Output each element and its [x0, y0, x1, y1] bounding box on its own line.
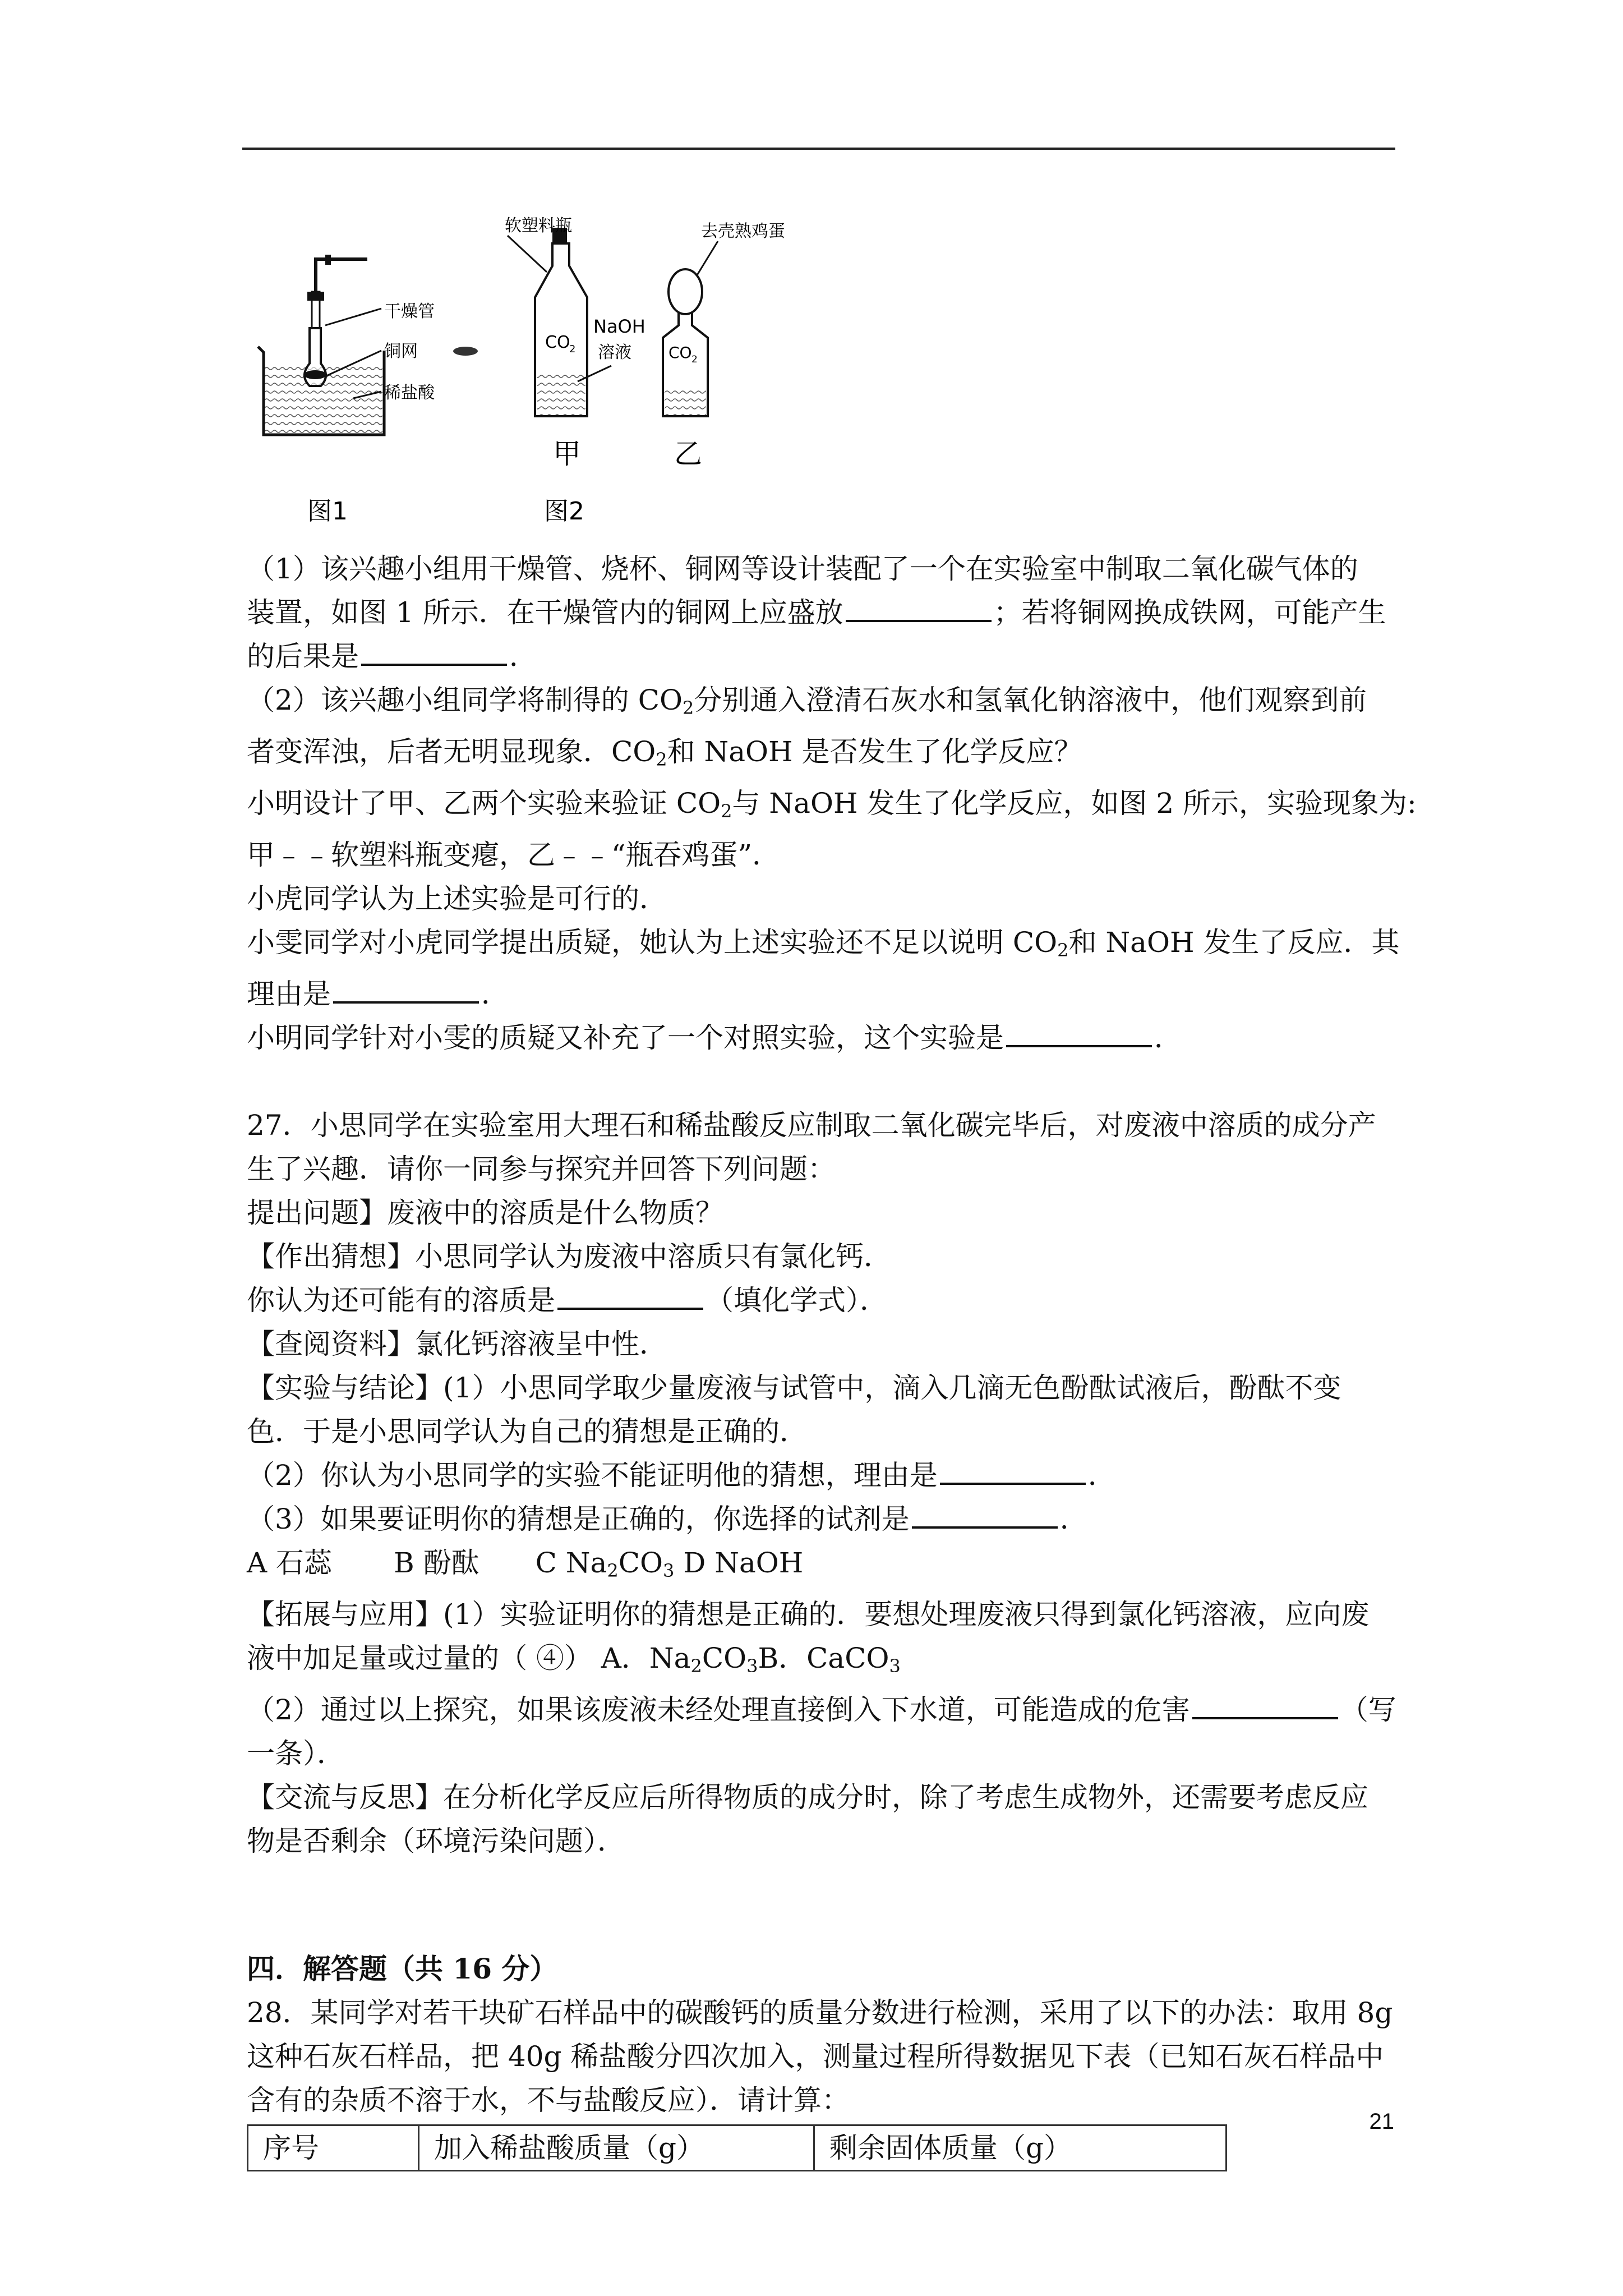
- q26-line-5-pre: 者变浑浊，后者无明显现象．CO: [247, 735, 656, 768]
- q26-line-5-post: 和 NaOH 是否发生了化学反应？: [667, 735, 1082, 768]
- answer-blank[interactable]: [846, 591, 992, 622]
- q27-line-5-post: （填化学式）．: [706, 1284, 888, 1317]
- figure-2-caption: 图2: [544, 497, 584, 526]
- spacer: [247, 1060, 1396, 1103]
- q26-line-10-pre: 理由是: [247, 978, 331, 1010]
- option-c-mid: CO: [618, 1547, 663, 1579]
- q26-line-6-post: 与 NaOH 发生了化学反应，如图 2 所示，实验现象为:: [732, 787, 1417, 820]
- q27-line-14-pre: （2）通过以上探究，如果该废液未经处理直接倒入下水道，可能造成的危害: [247, 1694, 1190, 1726]
- mesh-icon: [453, 347, 478, 356]
- q26-line-11-pre: 小明同学针对小雯的质疑又补充了一个对照实验，这个实验是: [247, 1022, 1004, 1054]
- jia-label: 甲: [553, 438, 581, 470]
- table-header-row: [248, 2125, 1227, 2171]
- q27-line-10-pre: （3）如果要证明你的猜想是正确的，你选择的试剂是: [247, 1503, 910, 1535]
- q27-line-2: 生了兴趣．请你一同参与探究并回答下列问题：: [247, 1153, 836, 1185]
- q27-line-15: 一条）．: [247, 1737, 345, 1770]
- co2-sub-yi: 2: [691, 354, 698, 365]
- answer-blank[interactable]: [1006, 1016, 1152, 1047]
- label-naoh-2: 溶液: [598, 343, 631, 362]
- answer-blank[interactable]: [1192, 1688, 1338, 1719]
- data-table: [247, 2124, 1227, 2171]
- delivery-tube: [316, 259, 367, 292]
- q26-line-6-pre: 小明设计了甲、乙两个实验来验证 CO: [247, 787, 721, 820]
- q27-line-9-post: ．: [1087, 1459, 1116, 1492]
- subscript: 2: [1057, 940, 1069, 961]
- q27-line-13-mid: CO: [702, 1642, 747, 1674]
- q27-line-17: 物是否剩余（环境污染问题）．: [247, 1825, 625, 1857]
- co2-sub-jia: 2: [569, 343, 576, 355]
- q26-line-11-post: ．: [1154, 1022, 1182, 1054]
- subscript: 3: [889, 1655, 901, 1677]
- q26-line-2-post: ；若将铜网换成铁网，可能产生: [993, 596, 1386, 629]
- answer-blank[interactable]: [912, 1497, 1058, 1529]
- q26-line-7: 甲﹣﹣软塑料瓶变瘪，乙﹣﹣“瓶吞鸡蛋”．: [247, 839, 781, 871]
- q27-line-6: 【查阅资料】氯化钙溶液呈中性．: [247, 1328, 667, 1360]
- yi-label: 乙: [674, 438, 702, 470]
- q27-line-10-post: ．: [1059, 1503, 1088, 1535]
- naoh-liquid-yi: [665, 386, 706, 415]
- q27-line-4: 【作出猜想】小思同学认为废液中溶质只有氯化钙．: [247, 1240, 892, 1273]
- q28-line-2: 这种石灰石样品，把 40g 稀盐酸分四次加入，测量过程所得数据见下表（已知石灰石样品中: [247, 2040, 1384, 2073]
- label-bottle: 软塑料瓶: [505, 216, 572, 236]
- subscript: 2: [682, 697, 694, 719]
- header-cell: 序号: [248, 2125, 419, 2171]
- figure-1-caption: 图1: [307, 497, 348, 526]
- subscript: 3: [662, 1560, 675, 1581]
- label-dryer: 干燥管: [384, 302, 435, 321]
- experiment-figure: [241, 208, 869, 544]
- co2-label-yi: CO: [668, 343, 692, 362]
- co2-label-jia: CO: [545, 333, 570, 352]
- header-cell: 加入稀盐酸质量（g）: [419, 2125, 814, 2171]
- header-cell: 剩余固体质量（g）: [814, 2125, 1227, 2171]
- spacer: [247, 1863, 1396, 1947]
- label-naoh-1: NaOH: [593, 316, 645, 337]
- q26-line-1: （1）该兴趣小组用干燥管、烧杯、铜网等设计装配了一个在实验室中制取二氧化碳气体的: [247, 553, 1358, 585]
- q27-line-1: 27．小思同学在实验室用大理石和稀盐酸反应制取二氧化碳完毕后，对废液中溶质的成分产: [247, 1109, 1376, 1142]
- answer-blank[interactable]: [940, 1453, 1086, 1485]
- q27-line-5-pre: 你认为还可能有的溶质是: [247, 1284, 555, 1317]
- q26-line-4-post: 分别通入澄清石灰水和氢氧化钠溶液中，他们观察到前: [694, 684, 1367, 716]
- figure-1-apparatus: [258, 255, 478, 526]
- q26-line-3-post: ．: [509, 640, 537, 673]
- q28-line-3: 含有的杂质不溶于水，不与盐酸反应）．请计算：: [247, 2084, 850, 2116]
- page-number: 21: [1369, 2109, 1394, 2134]
- label-egg: 去壳熟鸡蛋: [701, 222, 785, 241]
- subscript: 2: [690, 1655, 702, 1677]
- subscript: 3: [746, 1655, 758, 1677]
- q27-line-9-pre: （2）你认为小思同学的实验不能证明他的猜想，理由是: [247, 1459, 938, 1492]
- q27-line-14-post: （写: [1340, 1694, 1396, 1726]
- q26-line-8: 小虎同学认为上述实验是可行的．: [247, 882, 667, 915]
- figure-2-bottle-jia: [505, 216, 645, 470]
- q28-line-1: 28．某同学对若干块矿石样品中的碳酸钙的质量分数进行检测，采用了以下的办法：取用 8g: [247, 1996, 1393, 2029]
- option-c: C Na: [535, 1547, 607, 1579]
- option-a: A 石蕊: [247, 1547, 333, 1579]
- answer-blank[interactable]: [361, 634, 507, 666]
- q26-line-2-pre: 装置，如图 1 所示．在干燥管内的铜网上应盛放: [247, 596, 843, 629]
- q26-line-3-pre: 的后果是: [247, 640, 359, 673]
- reagent-options: [247, 1541, 1396, 1593]
- subscript: 2: [607, 1560, 619, 1581]
- q27-line-16: 【交流与反思】在分析化学反应后所得物质的成分时，除了考虑生成物外，还需要考虑反应: [247, 1781, 1368, 1814]
- section-title: 四．解答题（共 16 分）: [247, 1952, 558, 1985]
- subscript: 2: [656, 749, 667, 770]
- q27-line-3: 提出问题】废液中的溶质是什么物质？: [247, 1197, 723, 1229]
- q27-line-13-mid2: B．CaCO: [758, 1642, 889, 1674]
- answer-blank[interactable]: [333, 972, 479, 1004]
- option-d: D NaOH: [674, 1547, 804, 1579]
- question-26: [247, 547, 1417, 2171]
- q27-line-8: 色．于是小思同学认为自己的猜想是正确的．: [247, 1415, 808, 1448]
- q27-line-13-pre: 液中加足量或过量的（ ④） A．Na: [247, 1642, 691, 1674]
- q26-line-10-post: ．: [481, 978, 509, 1010]
- q27-line-12: 【拓展与应用】(1）实验证明你的猜想是正确的．要想处理废液只得到氯化钙溶液，应向废: [247, 1598, 1370, 1631]
- label-acid: 稀盐酸: [384, 383, 435, 403]
- q26-line-9-post: 和 NaOH 发生了反应．其: [1068, 926, 1400, 959]
- option-b: B 酚酞: [394, 1547, 479, 1579]
- q26-line-9-pre: 小雯同学对小虎同学提出质疑，她认为上述实验还不足以说明 CO: [247, 926, 1058, 959]
- header-rule: [242, 148, 1395, 150]
- q27-line-7: 【实验与结论】(1）小思同学取少量废液与试管中，滴入几滴无色酚酞试液后，酚酞不变: [247, 1372, 1341, 1404]
- subscript: 2: [721, 800, 732, 822]
- answer-blank[interactable]: [557, 1278, 703, 1310]
- q26-line-4-pre: （2）该兴趣小组同学将制得的 CO: [247, 684, 683, 716]
- copper-mesh: [304, 370, 326, 379]
- label-mesh: 铜网: [384, 342, 418, 361]
